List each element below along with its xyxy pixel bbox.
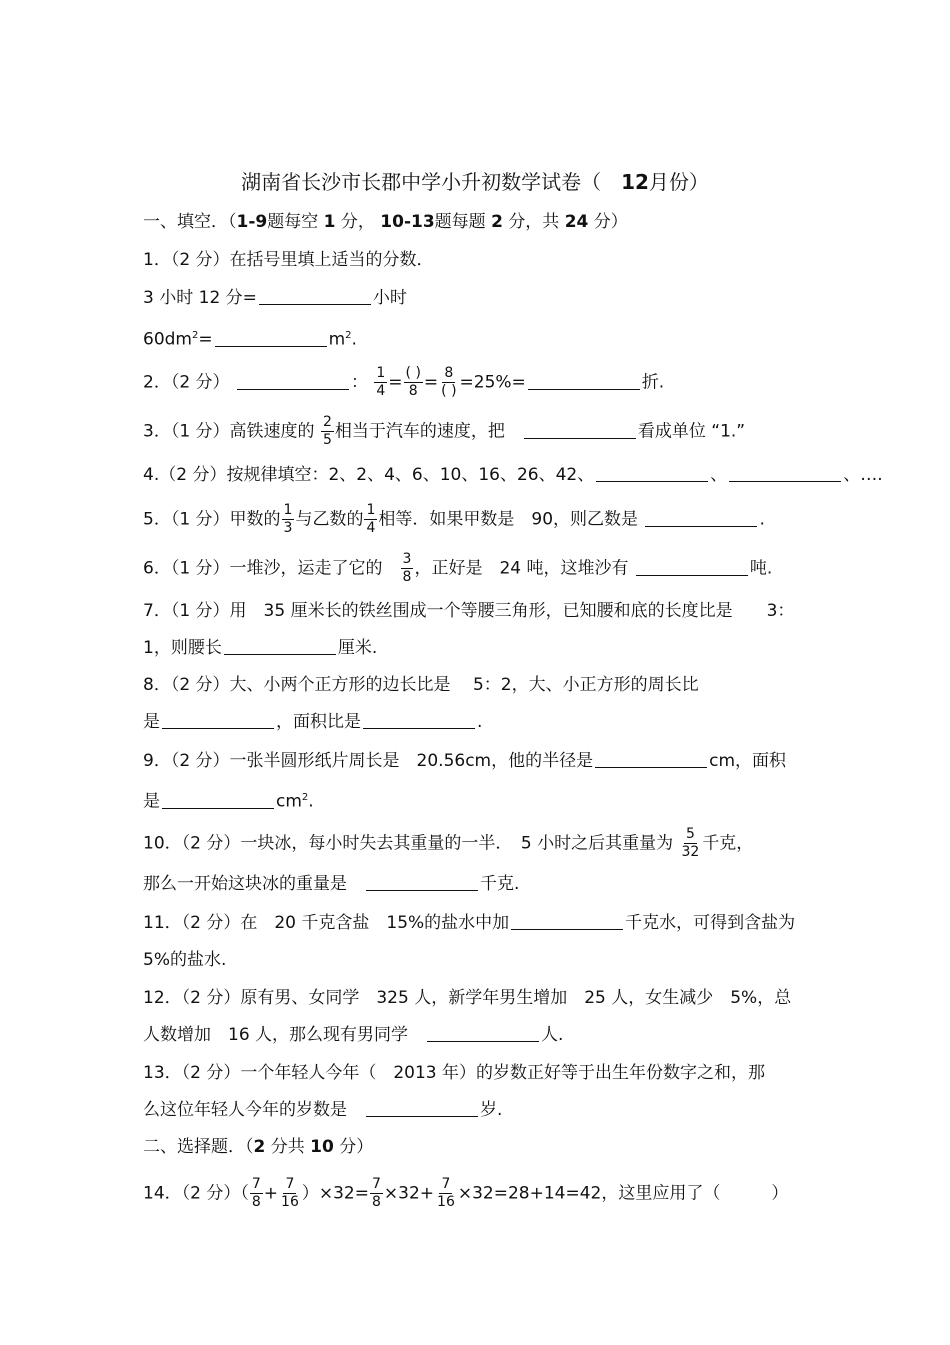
text-segment: 1．（2 分）在括号里填上适当的分数． — [143, 250, 434, 270]
section-choice-heading — [143, 1135, 373, 1159]
text-segment: 湖南省长沙市长郡中学小升初数学试卷（ — [241, 170, 602, 194]
page-title — [0, 166, 950, 195]
text-segment: 7 — [441, 1176, 451, 1192]
text-segment: 4 — [366, 520, 376, 536]
text-segment: 4 — [376, 383, 386, 399]
text-segment: 16 — [281, 1194, 299, 1210]
text-segment: 人. — [541, 1025, 564, 1045]
text-segment: 32 — [681, 844, 700, 860]
text-segment: 2 — [253, 1137, 266, 1157]
answer-blank[interactable] — [729, 463, 841, 482]
answer-blank[interactable] — [511, 911, 623, 930]
question-7-line-1 — [143, 599, 794, 623]
text-segment: 是 — [143, 791, 160, 812]
question-14 — [143, 1176, 788, 1211]
text-segment: 3 小时 12 分= — [143, 288, 257, 308]
text-segment: 分共 — [270, 1137, 305, 1157]
text-segment: 分，共 — [508, 212, 560, 232]
question-9-line-1 — [143, 749, 786, 773]
text-segment: = — [423, 372, 439, 393]
text-segment: 8 — [444, 365, 454, 381]
text-segment: 看成单位 “1.” — [637, 421, 746, 442]
text-segment: 7 — [285, 1176, 295, 1192]
text-segment: 题每空 — [267, 212, 319, 232]
text-segment: cm — [276, 791, 302, 812]
answer-blank[interactable] — [259, 286, 371, 305]
question-4 — [143, 463, 883, 487]
text-segment: ×32+ — [383, 1183, 435, 1204]
text-segment: . — [308, 791, 314, 812]
answer-blank[interactable] — [162, 710, 274, 729]
text-segment: 厘米. — [337, 638, 378, 658]
text-segment: 题每题 — [434, 212, 486, 232]
answer-blank[interactable] — [427, 1023, 539, 1042]
text-segment: 相等．如果甲数是 90，则乙数是 — [378, 509, 639, 530]
text-segment: . — [477, 712, 483, 732]
text-segment: 4.（2 分）按规律填空：2、2、4、6、10、16、26、42、 — [143, 465, 595, 485]
text-segment: 月份） — [648, 170, 709, 194]
text-segment: ( ) — [405, 365, 421, 381]
question-11-line-1 — [143, 911, 795, 935]
text-segment: 6．（1 分）一堆沙，运走了它的 — [143, 558, 383, 579]
answer-blank[interactable] — [366, 1098, 478, 1117]
text-segment: 小时 — [372, 288, 407, 308]
fraction — [321, 414, 334, 449]
text-segment: 、 — [710, 465, 728, 485]
question-12-line-2 — [143, 1023, 563, 1047]
question-8-line-2 — [143, 710, 482, 734]
text-segment: . — [351, 329, 357, 350]
fraction — [679, 826, 701, 861]
question-8-line-1 — [143, 673, 699, 697]
question-2 — [143, 365, 664, 400]
answer-blank[interactable] — [636, 557, 748, 576]
answer-blank[interactable] — [162, 790, 274, 809]
text-segment: 分， — [340, 212, 375, 232]
question-11-line-2 — [143, 948, 226, 972]
text-segment: ，面积比是 — [276, 712, 361, 732]
question-10-line-2 — [143, 872, 519, 896]
text-segment: = — [198, 329, 213, 350]
fraction — [435, 1176, 457, 1211]
text-segment: 24 — [564, 212, 589, 232]
text-segment: m — [328, 329, 346, 350]
question-10-line-1 — [143, 826, 753, 861]
text-segment: 分） — [339, 1137, 374, 1157]
answer-blank[interactable] — [224, 636, 336, 655]
section-fill-blank-heading — [143, 210, 628, 234]
text-segment: 千克水，可得到含盐为 — [625, 913, 796, 933]
text-segment: ： — [350, 372, 368, 393]
answer-blank[interactable] — [596, 463, 708, 482]
text-segment: 一、填空．（ — [143, 212, 237, 232]
text-segment: 1-9 — [236, 212, 268, 232]
fraction — [279, 1176, 301, 1211]
text-segment: 10 — [310, 1137, 334, 1157]
text-segment: ×32=28+14=42，这里应用了（ ） — [457, 1183, 789, 1204]
text-segment: 10．（2 分）一块冰，每小时失去其重量的一半． 5 小时之后其重量为 — [143, 833, 674, 854]
text-segment: 10-13 — [380, 212, 435, 232]
text-segment: 3．（1 分）高铁速度的 — [143, 421, 315, 442]
text-segment: . — [759, 509, 765, 530]
question-1-line-1 — [143, 286, 407, 310]
text-segment: 相当于汽车的速度，把 — [334, 421, 505, 442]
text-segment: 1 — [376, 365, 386, 381]
text-segment: 8 — [402, 569, 412, 585]
text-segment: 14．（2 分）（ — [143, 1183, 249, 1204]
text-segment: 2 — [491, 212, 503, 232]
text-segment: 1 — [323, 212, 336, 232]
text-segment: 是 — [143, 712, 160, 732]
answer-blank[interactable] — [524, 420, 636, 439]
fraction — [364, 502, 377, 537]
answer-blank[interactable] — [366, 872, 478, 891]
text-segment: 9．（2 分）一张半圆形纸片周长是 20.56cm，他的半径是 — [143, 751, 594, 771]
text-segment: 5．（1 分）甲数的 — [143, 509, 281, 530]
question-6 — [143, 551, 772, 586]
text-segment: 与乙数的 — [295, 509, 364, 530]
text-segment: 5 — [322, 432, 332, 448]
text-segment: 8 — [408, 383, 418, 399]
text-segment: 3： — [766, 601, 795, 621]
question-1-line-2 — [143, 324, 357, 352]
text-segment: 岁. — [480, 1100, 503, 1120]
text-segment: 那么一开始这块冰的重量是 — [143, 874, 347, 894]
text-segment: 3 — [402, 551, 412, 567]
text-segment: 1 — [283, 502, 293, 518]
fraction — [401, 551, 414, 586]
text-segment: 折. — [641, 372, 665, 393]
text-segment: 7 — [251, 1176, 261, 1192]
text-segment: 8．（2 分）大、小两个正方形的边长比是 5：2，大、小正方形的周长比 — [143, 675, 699, 695]
answer-blank[interactable] — [595, 749, 707, 768]
question-5 — [143, 502, 765, 537]
question-3 — [143, 414, 745, 449]
question-13-line-1 — [143, 1061, 765, 1085]
text-segment: 、…. — [843, 465, 883, 485]
text-segment: 分） — [593, 212, 628, 232]
text-segment: 5%的盐水. — [143, 950, 227, 970]
fraction — [250, 1176, 263, 1211]
text-segment: ( ) — [441, 383, 457, 399]
text-segment: 二、选择题．（ — [143, 1137, 254, 1157]
text-segment: 11．（2 分）在 20 千克含盐 15%的盐水中加 — [143, 913, 510, 933]
fraction — [370, 1176, 383, 1211]
text-segment: 7．（1 分）用 35 厘米长的铁丝围成一个等腰三角形，已知腰和底的长度比是 — [143, 601, 733, 621]
text-segment: 8 — [371, 1194, 381, 1210]
text-segment: = — [388, 372, 403, 393]
text-segment: ）×32= — [301, 1183, 369, 1204]
fraction — [439, 365, 458, 400]
text-segment: 2 — [345, 330, 352, 341]
text-segment: 千克， — [702, 833, 754, 854]
text-segment: 16 — [437, 1194, 455, 1210]
question-7-line-2 — [143, 636, 377, 660]
text-segment: 60dm — [143, 329, 192, 350]
text-segment: 5 — [685, 826, 695, 842]
text-segment: cm，面积 — [709, 751, 787, 771]
answer-blank[interactable] — [215, 328, 327, 347]
fraction — [374, 365, 387, 400]
text-segment: 人数增加 16 人，那么现有男同学 — [143, 1025, 409, 1045]
answer-blank[interactable] — [528, 371, 640, 390]
fraction — [404, 365, 423, 400]
text-segment: 13．（2 分）一个年轻人今年（ 2013 年）的岁数正好等于出生年份数字之和，那 — [143, 1063, 766, 1083]
answer-blank[interactable] — [363, 710, 475, 729]
text-segment: 3 — [283, 520, 293, 536]
text-segment: 1 — [366, 502, 376, 518]
text-segment: 12．（2 分）原有男、女同学 325 人，新学年男生增加 25 人，女生减少 5%，总 — [143, 988, 792, 1008]
answer-blank[interactable] — [645, 508, 757, 527]
question-13-line-2 — [143, 1098, 502, 1122]
text-segment: 2 — [322, 414, 332, 430]
text-segment: 2．（2 分） — [143, 372, 230, 393]
question-12-line-1 — [143, 986, 791, 1010]
text-segment: 么这位年轻人今年的岁数是 — [143, 1100, 347, 1120]
answer-blank[interactable] — [237, 371, 349, 390]
text-segment: 2 — [191, 330, 199, 341]
text-segment: 7 — [371, 1176, 381, 1192]
text-segment: + — [263, 1183, 279, 1204]
text-segment: 1，则腰长 — [143, 638, 222, 658]
text-segment: ，正好是 24 吨，这堆沙有 — [414, 558, 629, 579]
text-segment: 吨. — [749, 558, 773, 579]
text-segment: 12 — [621, 170, 649, 194]
text-segment: =25%= — [459, 372, 526, 393]
question-1 — [143, 248, 434, 272]
text-segment: 2 — [301, 792, 309, 803]
text-segment: 千克. — [480, 874, 520, 894]
text-segment: 8 — [251, 1194, 261, 1210]
fraction — [282, 502, 295, 537]
question-9-line-2 — [143, 786, 314, 814]
